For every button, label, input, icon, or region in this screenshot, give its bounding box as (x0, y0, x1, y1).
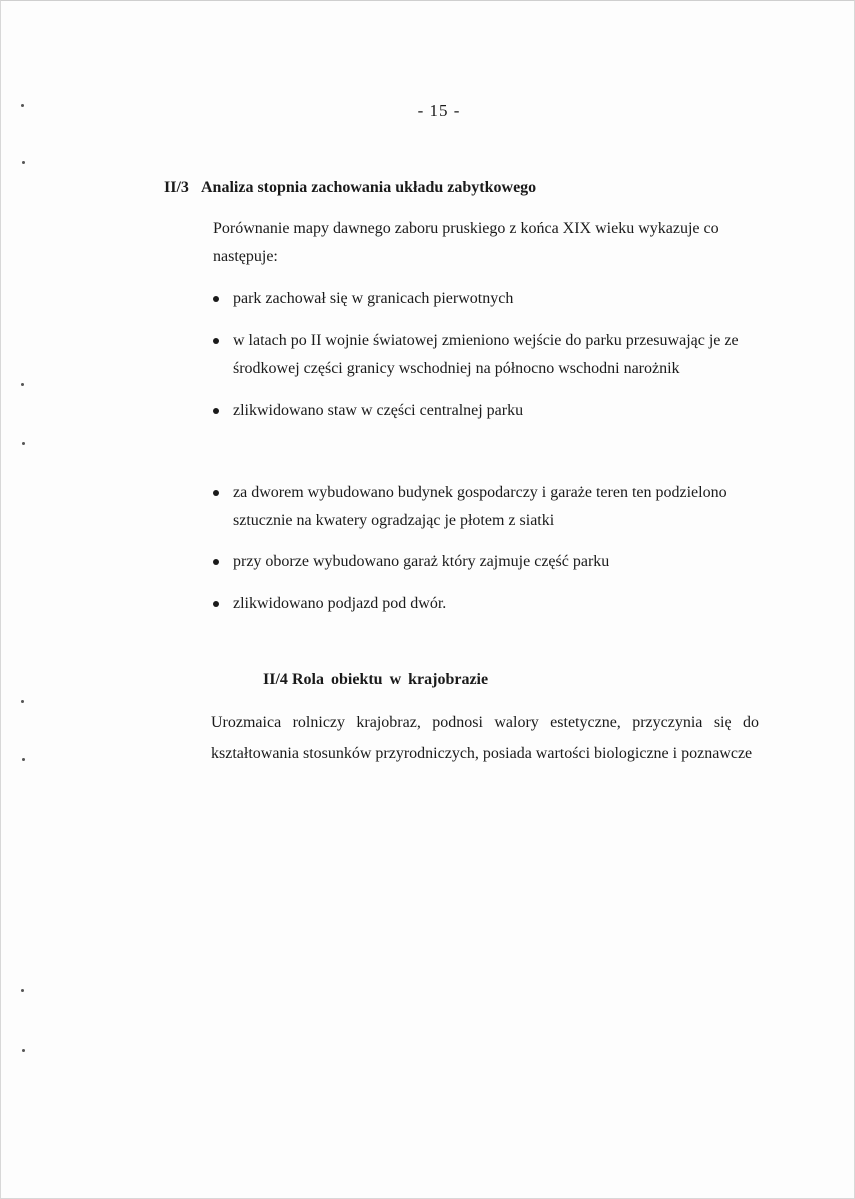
intro-paragraph: Porównanie mapy dawnego zaboru pruskiego z końca XIX wieku wykazuje co następuje: (213, 220, 719, 265)
bullet-icon (213, 408, 219, 414)
list-item: park zachował się w granicach pierwotnych (233, 285, 773, 313)
bullet-icon (213, 296, 219, 302)
landscape-role-paragraph: Urozmaica rolniczy krajobraz, podnosi walory estetyczne, przyczynia się do kształtowania stosunków przyrodniczych, posiada wartości biologiczne i poznawcze (211, 714, 759, 762)
bullet-icon (213, 559, 219, 565)
section-heading-II-4 (263, 671, 488, 689)
list-item: za dworem wybudowano budynek gospodarczy i garaże teren ten podzielono sztucznie na kwatery ogradzając je płotem z siatki (233, 479, 773, 535)
page-number: - 15 - (417, 101, 461, 120)
bullet-icon (213, 601, 219, 607)
section-number: II/3 (164, 179, 189, 196)
scan-speck (21, 989, 24, 992)
scan-speck (21, 383, 24, 386)
list-item: zlikwidowano podjazd pod dwór. (233, 590, 773, 618)
scan-speck (21, 104, 24, 107)
section-heading-II-3 (164, 179, 536, 197)
bullet-icon (213, 338, 219, 344)
scan-speck (22, 1049, 25, 1052)
section-title: Rola obiektu w krajobrazie (292, 671, 489, 688)
list-item: w latach po II wojnie światowej zmieniono wejście do parku przesuwając je ze środkowej części granicy wschodniej na północno wschodni narożnik (233, 327, 773, 383)
scan-speck (22, 758, 25, 761)
scan-speck (22, 161, 25, 164)
scan-speck (21, 700, 24, 703)
section-title: Analiza stopnia zachowania układu zabytkowego (201, 179, 537, 196)
list-item: zlikwidowano staw w części centralnej parku (233, 397, 773, 425)
scan-speck (22, 442, 25, 445)
bullet-icon (213, 490, 219, 496)
section-number: II/4 (263, 671, 288, 688)
list-item: przy oborze wybudowano garaż który zajmuje część parku (233, 548, 773, 576)
